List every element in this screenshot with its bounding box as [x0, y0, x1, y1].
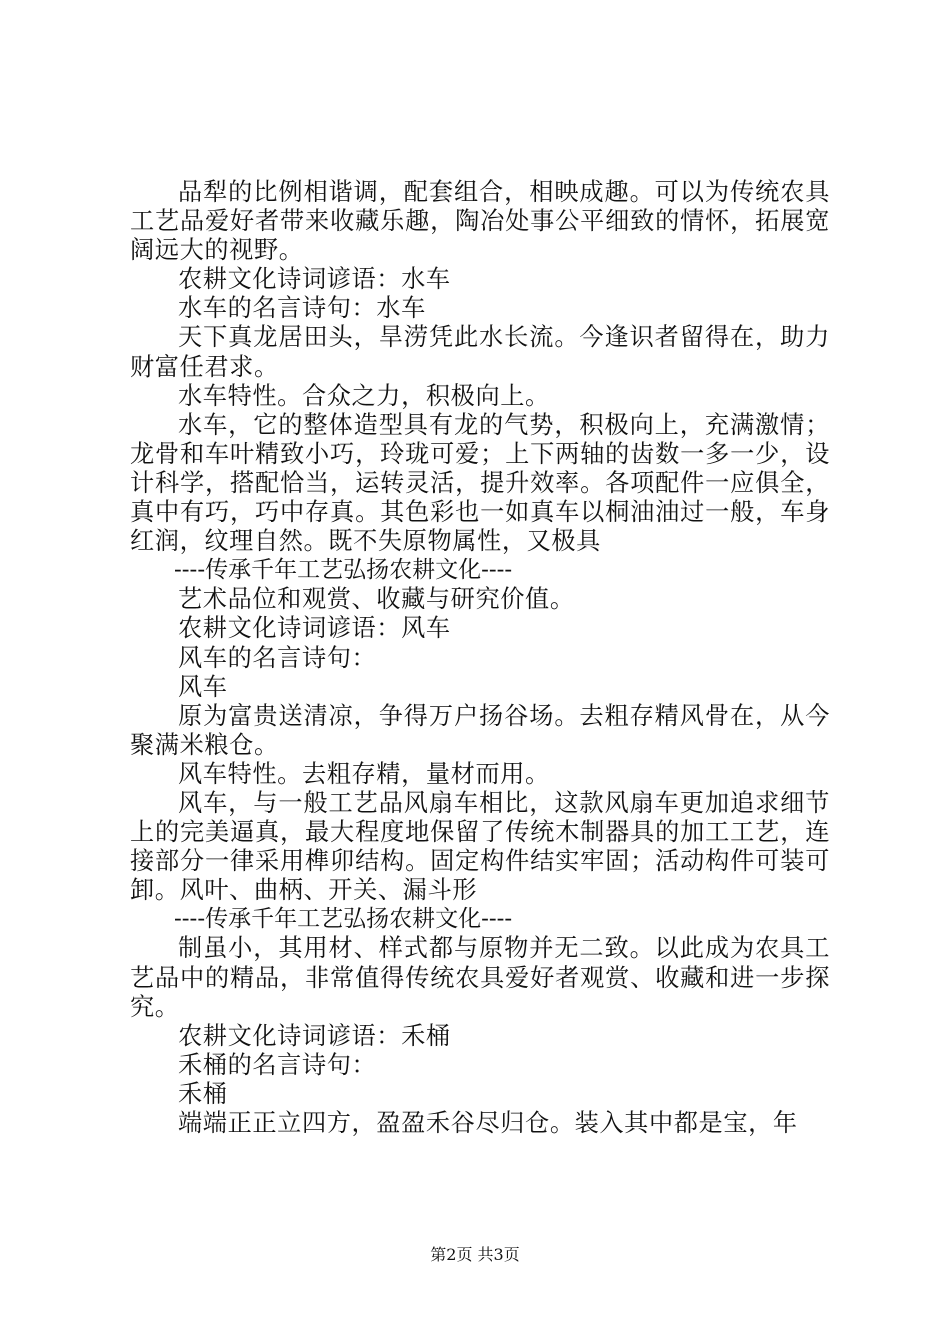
poem-paragraph: 端端正正立四方，盈盈禾谷尽归仓。装入其中都是宝，年 — [178, 1109, 798, 1137]
document-body — [130, 178, 830, 1138]
heading-line: 农耕文化诗词谚语：风车 — [178, 614, 451, 643]
paragraph: 风车特性。去粗存精，量材而用。 — [178, 759, 550, 788]
separator-line: ----传承千年工艺弘扬农耕文化---- — [174, 906, 513, 933]
poem-paragraph: 原为富贵送清凉，争得万户扬谷场。去粗存精风骨在，从今聚满米粮仓。 — [130, 701, 830, 759]
poem-paragraph: 天下真龙居田头，旱涝凭此水长流。今逢识者留得在，助力财富任君求。 — [130, 323, 830, 381]
paragraph: 艺术品位和观赏、收藏与研究价值。 — [178, 585, 575, 614]
heading-line: 禾桶的名言诗句： — [178, 1050, 377, 1079]
paragraph: 风车，与一般工艺品风扇车相比，这款风扇车更加追求细节上的完美逼真，最大程度地保留了传统木制器具的加工工艺，连接部分一律采用榫卯结构。固定构件结实牢固；活动构件可装可卸。风叶、曲柄、开关、漏斗形 — [130, 788, 830, 905]
paragraph: 品犁的比例相谐调，配套组合，相映成趣。可以为传统农具工艺品爱好者带来收藏乐趣，陶冶处事公平细致的情怀，拓展宽阔远大的视野。 — [130, 178, 830, 265]
page-number-footer: 第2页 共3页 — [430, 1245, 520, 1264]
heading-line: 农耕文化诗词谚语：禾桶 — [178, 1021, 451, 1050]
heading-line: 水车的名言诗句：水车 — [178, 294, 426, 323]
heading-line: 风车的名言诗句： — [178, 643, 377, 672]
paragraph: 水车，它的整体造型具有龙的气势，积极向上，充满激情；龙骨和车叶精致小巧，玲珑可爱；上下两轴的齿数一多一少，设计科学，搭配恰当，运转灵活，提升效率。各项配件一应俱全，真中有巧，巧中存真。其色彩也一如真车以桐油油过一般，车身红润，纹理自然。既不失原物属性，又极具 — [130, 410, 830, 556]
heading-line: 风车 — [178, 672, 228, 701]
heading-line: 农耕文化诗词谚语：水车 — [178, 265, 451, 294]
separator-line: ----传承千年工艺弘扬农耕文化---- — [174, 557, 513, 584]
heading-line: 禾桶 — [178, 1079, 228, 1108]
paragraph: 制虽小，其用材、样式都与原物并无二致。以此成为农具工艺品中的精品，非常值得传统农具爱好者观赏、收藏和进一步探究。 — [130, 934, 830, 1021]
paragraph: 水车特性。合众之力，积极向上。 — [178, 381, 550, 410]
